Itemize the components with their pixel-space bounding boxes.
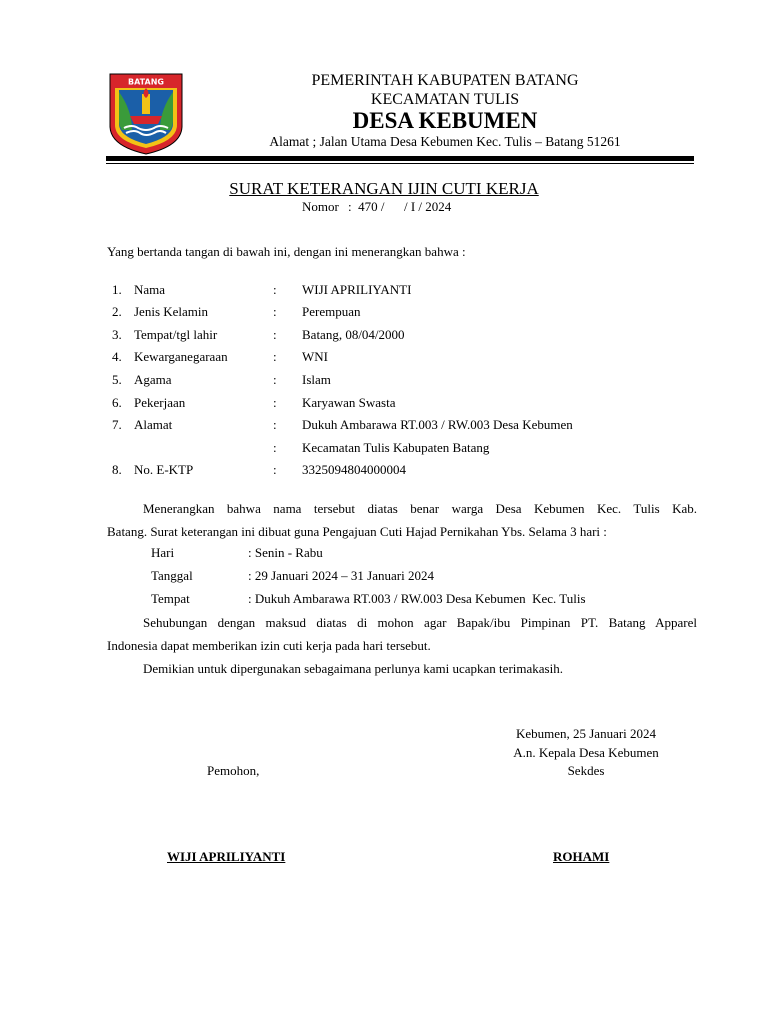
- detail-value: : 29 Januari 2024 – 31 Januari 2024: [248, 568, 434, 583]
- identity-value: WNI: [302, 349, 328, 364]
- detail-label: Hari: [151, 545, 175, 560]
- identity-number: 4.: [112, 349, 122, 364]
- identity-number: 8.: [112, 462, 122, 477]
- intro-text: Yang bertanda tangan di bawah ini, dengan ini menerangkan bahwa :: [107, 244, 466, 259]
- document-title: SURAT KETERANGAN IJIN CUTI KERJA: [229, 179, 539, 198]
- identity-number: 1.: [112, 282, 122, 297]
- identity-colon: :: [273, 417, 277, 432]
- sign-position: Sekdes: [567, 763, 605, 778]
- identity-colon: :: [273, 462, 277, 477]
- identity-colon: :: [273, 304, 277, 319]
- nomor-value: : 470 / / I / 2024: [348, 199, 452, 214]
- header-rule-thick: [106, 156, 694, 161]
- body-para2-line1: Sehubungan dengan maksud diatas di mohon agar Bapak/ibu Pimpinan PT. Batang Apparel: [143, 615, 697, 630]
- applicant-label: Pemohon,: [207, 763, 260, 778]
- identity-value: WIJI APRILIYANTI: [302, 282, 412, 297]
- detail-label: Tanggal: [151, 568, 193, 583]
- identity-label: Agama: [134, 372, 172, 387]
- identity-label: Pekerjaan: [134, 395, 186, 410]
- sign-on-behalf: A.n. Kepala Desa Kebumen: [513, 745, 659, 760]
- body-para1-line1: Menerangkan bahwa nama tersebut diatas benar warga Desa Kebumen Kec. Tulis Kab.: [143, 501, 697, 516]
- identity-value: Batang, 08/04/2000: [302, 327, 405, 342]
- detail-value: : Dukuh Ambarawa RT.003 / RW.003 Desa Kebumen Kec. Tulis: [248, 591, 586, 606]
- identity-row: [0, 462, 768, 482]
- kop-district: KECAMATAN TULIS: [370, 91, 520, 108]
- identity-number: 7.: [112, 417, 122, 432]
- identity-value: Islam: [302, 372, 331, 387]
- detail-row: [0, 545, 768, 565]
- batang-regency-logo: [108, 70, 184, 156]
- identity-label: Alamat: [134, 417, 173, 432]
- official-name: ROHAMI: [553, 849, 610, 864]
- nomor-label: Nomor: [302, 199, 339, 214]
- identity-colon: :: [273, 440, 277, 455]
- identity-label: Tempat/tgl lahir: [134, 327, 218, 342]
- header-rule-thin: [106, 163, 694, 164]
- body-para1-line2: Batang. Surat keterangan ini dibuat guna Pengajuan Cuti Hajad Pernikahan Ybs. Selama 3 hari :: [107, 524, 607, 539]
- identity-colon: :: [273, 349, 277, 364]
- identity-value: Karyawan Swasta: [302, 395, 396, 410]
- identity-row: [0, 304, 768, 324]
- identity-number: 2.: [112, 304, 122, 319]
- identity-label: Jenis Kelamin: [134, 304, 209, 319]
- detail-value: : Senin - Rabu: [248, 545, 323, 560]
- identity-row: [0, 327, 768, 347]
- identity-row: [0, 349, 768, 369]
- identity-number: 5.: [112, 372, 122, 387]
- sign-place-date: Kebumen, 25 Januari 2024: [515, 726, 657, 741]
- detail-row: [0, 568, 768, 588]
- identity-row: [0, 417, 768, 437]
- identity-row: [0, 440, 768, 460]
- identity-row: [0, 282, 768, 302]
- identity-colon: :: [273, 372, 277, 387]
- identity-colon: :: [273, 282, 277, 297]
- identity-number: 3.: [112, 327, 122, 342]
- body-para3: Demikian untuk dipergunakan sebagaimana perlunya kami ucapkan terimakasih.: [143, 661, 563, 676]
- applicant-name: WIJI APRILIYANTI: [167, 849, 286, 864]
- detail-label: Tempat: [151, 591, 190, 606]
- identity-label: Kewarganegaraan: [134, 349, 228, 364]
- identity-value: Perempuan: [302, 304, 361, 319]
- detail-row: [0, 591, 768, 611]
- kop-village: DESA KEBUMEN: [352, 108, 538, 133]
- identity-number: 6.: [112, 395, 122, 410]
- identity-colon: :: [273, 327, 277, 342]
- kop-address: Alamat ; Jalan Utama Desa Kebumen Kec. Tulis – Batang 51261: [269, 134, 621, 149]
- identity-label: No. E-KTP: [134, 462, 194, 477]
- logo-text: BATANG: [128, 77, 164, 87]
- identity-colon: :: [273, 395, 277, 410]
- identity-row: [0, 395, 768, 415]
- identity-label: Nama: [134, 282, 166, 297]
- identity-row: [0, 372, 768, 392]
- body-para2-line2: Indonesia dapat memberikan izin cuti kerja pada hari tersebut.: [107, 638, 431, 653]
- kop-government: PEMERINTAH KABUPATEN BATANG: [311, 72, 579, 89]
- identity-value: Dukuh Ambarawa RT.003 / RW.003 Desa Kebumen: [302, 417, 573, 432]
- identity-value: 3325094804000004: [302, 462, 406, 477]
- identity-value: Kecamatan Tulis Kabupaten Batang: [302, 440, 490, 455]
